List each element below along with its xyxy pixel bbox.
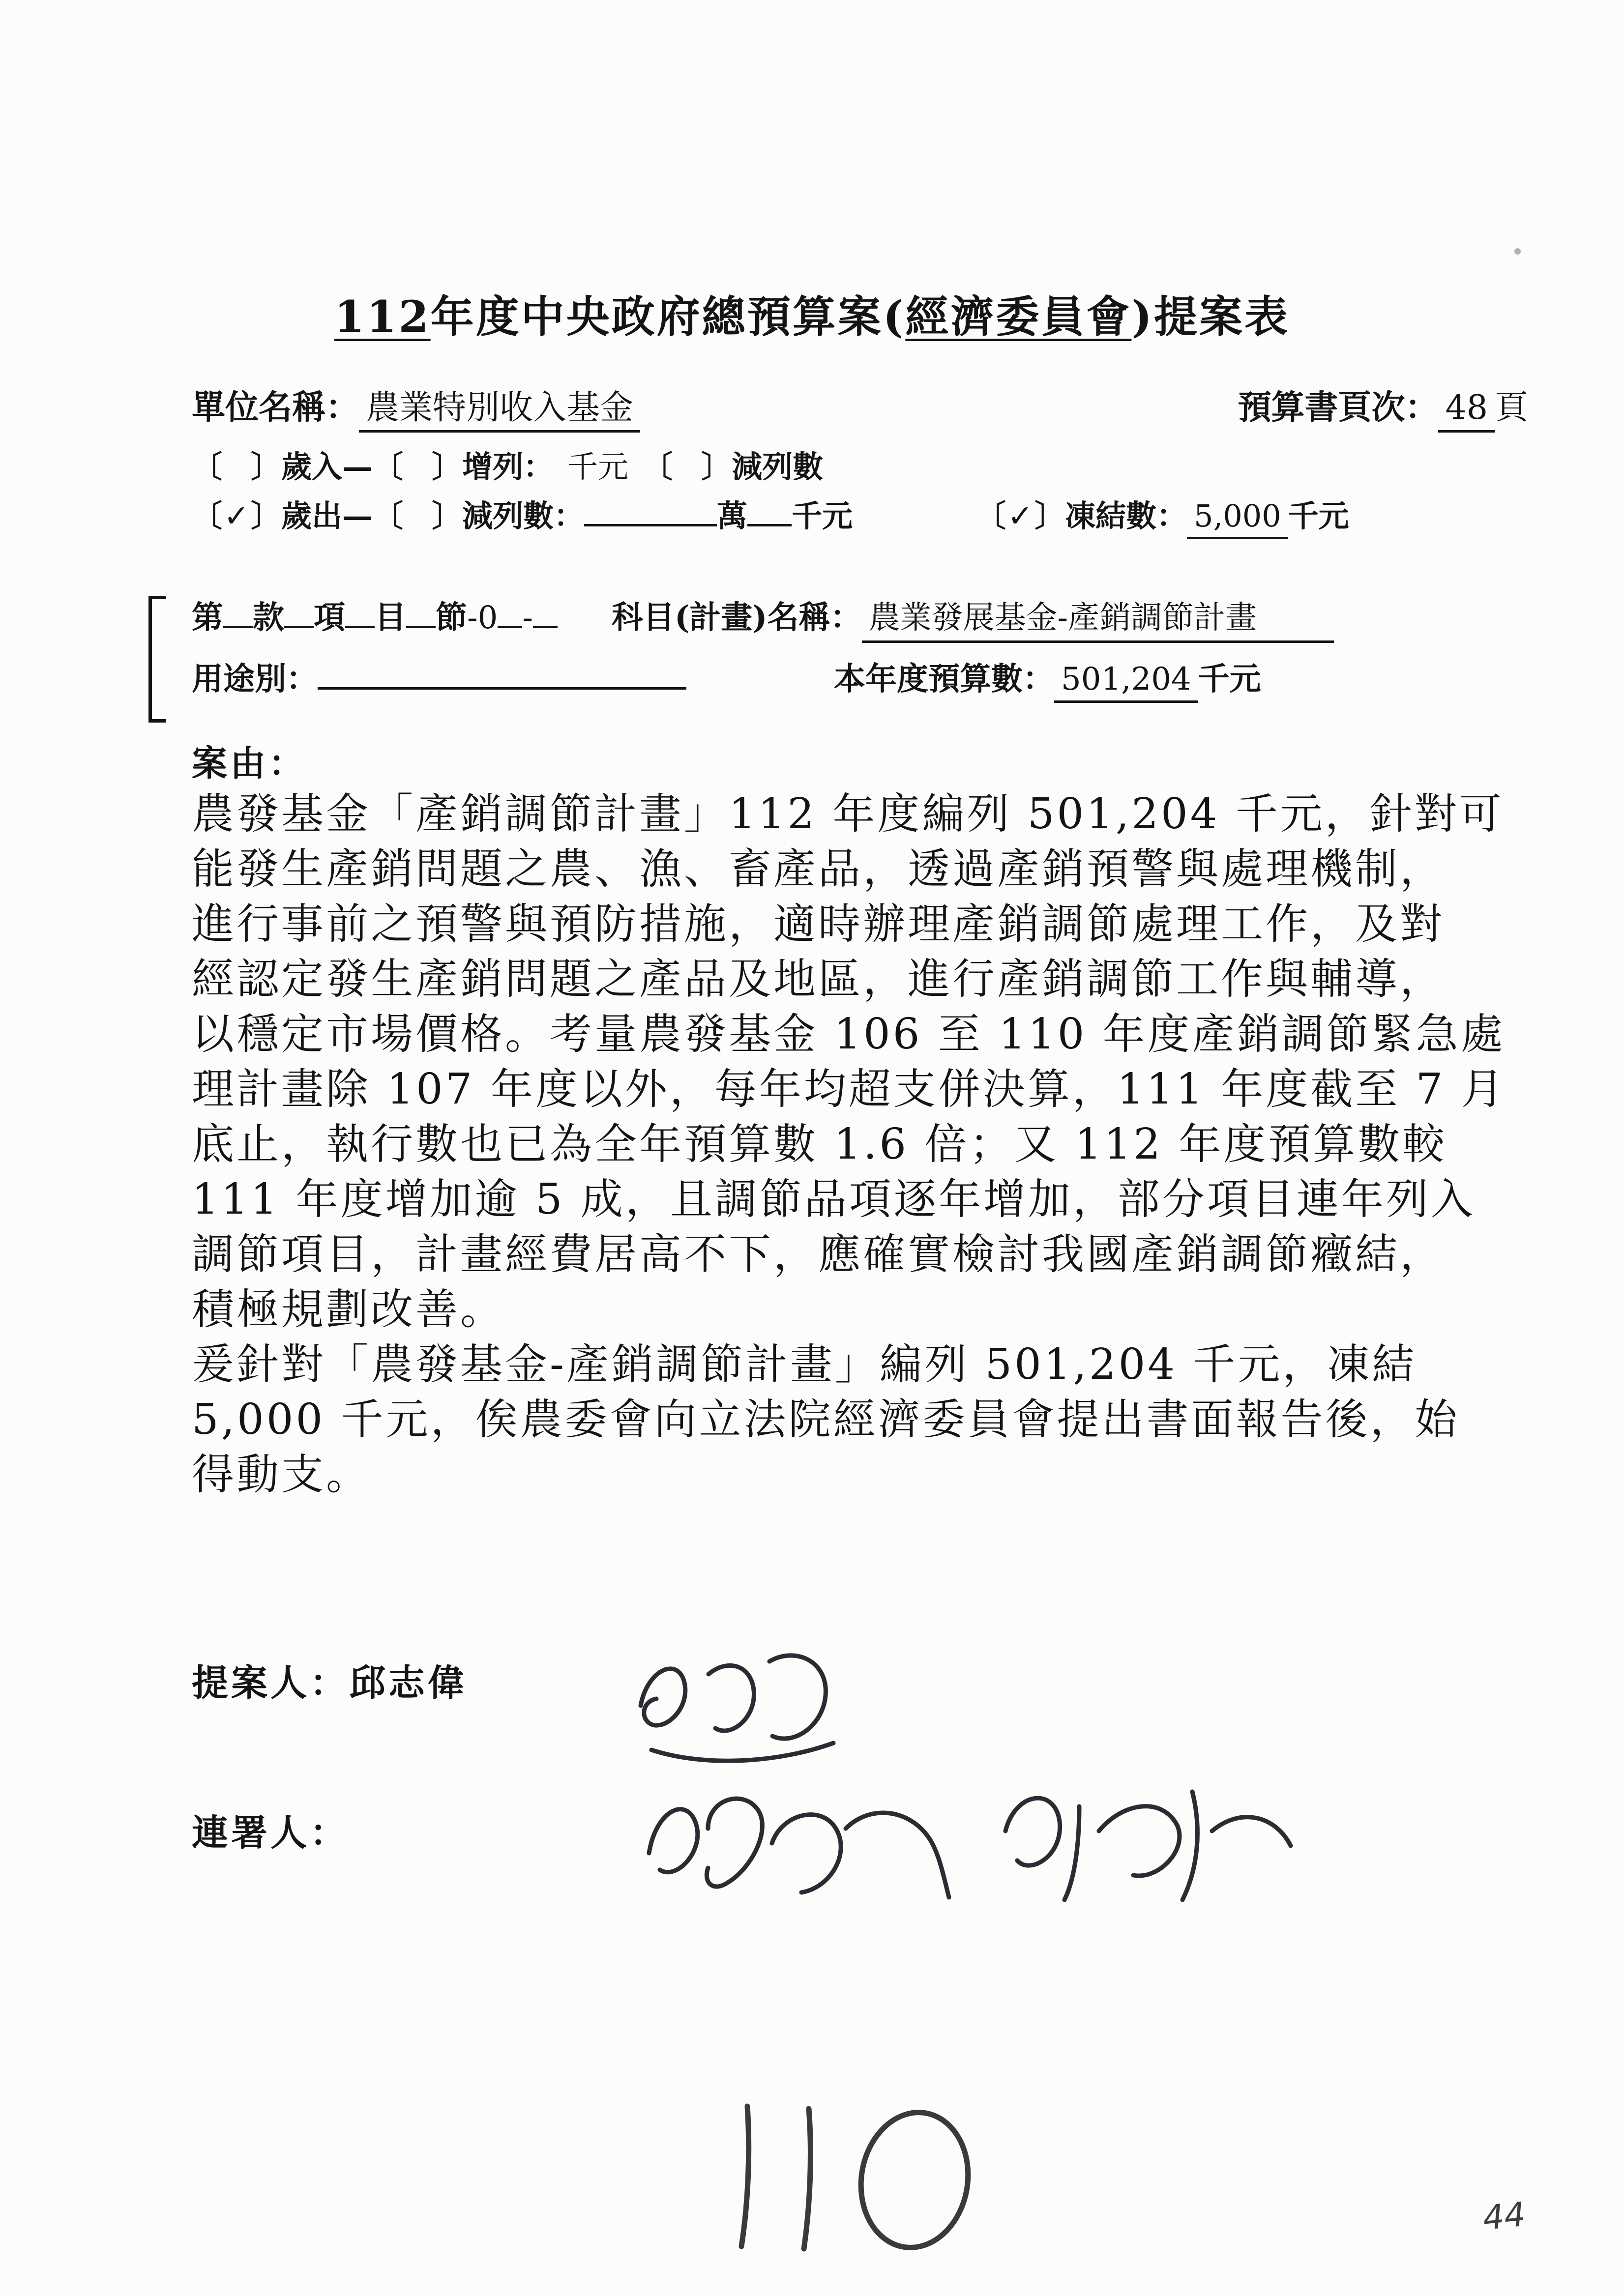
case-line: 爰針對「農發基金-產銷調節計畫」編列 501,204 千元，凍結 [192, 1340, 1417, 1389]
jie-blank-2 [498, 598, 522, 628]
budget-book-page [1238, 381, 1528, 429]
unit-row [192, 381, 1528, 429]
jie-blank [406, 598, 436, 628]
case-line: 得動支。 [192, 1450, 371, 1499]
case-line: 理計畫除 107 年度以外，每年均超支併決算，111 年度截至 7 月 [192, 1065, 1506, 1114]
subject-value: 農業發展基金-產銷調節計畫 [862, 592, 1334, 643]
checkbox-close-bracket: 〕 [251, 498, 282, 534]
wan-unit: 萬 [717, 498, 748, 534]
revenue-label: 歲入— [281, 449, 373, 485]
title-mid: 年度中央政府總預算案( [430, 291, 906, 342]
case-line: 5,000 千元，俟農委會向立法院經濟委員會提出書面報告後，始 [192, 1395, 1460, 1444]
handwritten-page-number-110 [703, 2084, 998, 2261]
title-committee: 經濟委員會 [905, 291, 1132, 342]
left-grouping-bracket [148, 596, 166, 723]
case-line: 111 年度增加逾 5 成，且調節品項逐年增加，部分項目連年列入 [192, 1175, 1476, 1224]
expense-label: 歲出— [281, 498, 373, 534]
freeze-label: 凍結數： [1065, 498, 1187, 534]
checkbox-open-bracket: 〔 [373, 498, 404, 534]
expense-option-row [192, 492, 1528, 535]
checkbox-open-bracket: 〔 [373, 449, 404, 485]
case-heading: 案由： [192, 742, 307, 784]
freeze-checkbox [975, 498, 1065, 534]
title-year: 112 [334, 291, 431, 342]
cut-amount-blank [584, 497, 717, 526]
budget-page-unit: 頁 [1494, 388, 1528, 427]
checkbox-close-bracket: 〕 [432, 498, 463, 534]
cut-amount-blank-2 [747, 497, 792, 526]
checkbox-open-bracket: 〔 [975, 498, 1006, 534]
checkbox-close-bracket: 〕 [701, 449, 732, 485]
expense-checkbox [192, 498, 281, 534]
proposer-name: 邱志偉 [349, 1662, 467, 1704]
jie-dash: - [522, 600, 533, 636]
case-line: 以穩定市場價格。考量農發基金 106 至 110 年度產銷調節緊急處 [192, 1010, 1506, 1059]
checkbox-close-bracket: 〕 [432, 449, 463, 485]
checkbox-close-bracket: 〕 [1034, 498, 1065, 534]
proposer-row [192, 1654, 1528, 1706]
case-line: 底止，執行數也已為全年預算數 1.6 倍；又 112 年度預算數較 [192, 1120, 1447, 1169]
mu-blank [345, 598, 375, 628]
cut-label: 減列數 [732, 449, 824, 485]
cosigner-signature-2 [986, 1762, 1300, 1915]
budget-page-value: 48 [1438, 388, 1495, 433]
form-title [0, 283, 1624, 345]
checkbox-open-bracket: 〔 [192, 449, 223, 485]
annual-budget-unit: 千元 [1198, 661, 1261, 698]
budget-page-label: 預算書頁次： [1238, 388, 1439, 427]
scan-artifact-dot [1514, 248, 1521, 255]
checkbox-open-bracket: 〔 [192, 498, 223, 534]
add-unit: 千元 [567, 449, 629, 485]
title-suffix: )提案表 [1131, 291, 1290, 342]
qian-unit: 千元 [792, 498, 853, 534]
case-description [192, 786, 1529, 1502]
case-line: 積極規劃改善。 [192, 1285, 505, 1334]
mu-label: 目 [375, 599, 406, 636]
usage-row [192, 654, 1528, 699]
cut-checkbox [642, 449, 732, 485]
case-line: 經認定發生產銷問題之產品及地區，進行產銷調節工作與輔導， [192, 955, 1445, 1004]
kuan-blank [223, 598, 253, 628]
freeze-check-state: ✓ [1007, 498, 1033, 534]
add-checkbox [373, 449, 462, 485]
revenue-option-row [192, 442, 1528, 486]
expense-cut-checkbox [373, 498, 462, 534]
jie-number: -0 [467, 600, 498, 636]
unit-name-value: 農業特別收入基金 [359, 388, 640, 433]
proposer-label: 提案人： [192, 1662, 349, 1704]
item-number-row [192, 592, 1528, 643]
unit-name-label: 單位名稱： [192, 388, 359, 427]
proposer-signature [622, 1627, 853, 1774]
case-line: 進行事前之預警與預防措施，適時辦理產銷調節處理工作，及對 [192, 900, 1445, 949]
add-label: 增列： [462, 449, 554, 485]
checkbox-open-bracket: 〔 [642, 449, 673, 485]
usage-blank [318, 660, 686, 690]
case-line: 農發基金「產銷調節計畫」112 年度編列 501,204 千元，針對可 [192, 789, 1504, 839]
expense-check-state: ✓ [224, 498, 249, 534]
checkbox-close-bracket: 〕 [251, 449, 282, 485]
subject-label: 科目(計畫)名稱： [611, 599, 862, 636]
cosigner-signature-1 [634, 1770, 959, 1927]
case-line: 能發生產銷問題之農、漁、畜產品，透過產銷預警與處理機制， [192, 844, 1445, 894]
annual-budget-value: 501,204 [1054, 661, 1198, 703]
case-line: 調節項目，計畫經費居高不下，應確實檢討我國產銷調節癥結， [192, 1230, 1445, 1279]
xiang-blank [284, 598, 314, 628]
handwritten-corner-number-44: 44 [1481, 2195, 1528, 2238]
cosigner-label: 連署人： [192, 1812, 349, 1854]
usage-label: 用途別： [192, 661, 318, 698]
revenue-checkbox [192, 449, 281, 485]
freeze-unit: 千元 [1288, 498, 1349, 534]
xiang-label: 項 [314, 599, 345, 636]
kuan-prefix: 第 [192, 599, 223, 636]
jie-label: 節 [436, 599, 467, 636]
kuan-label: 款 [253, 599, 284, 636]
expense-cut-label: 減列數： [462, 498, 585, 534]
annual-budget-label: 本年度預算數： [834, 661, 1054, 698]
jie-blank-3 [533, 598, 558, 628]
freeze-value: 5,000 [1187, 498, 1288, 539]
